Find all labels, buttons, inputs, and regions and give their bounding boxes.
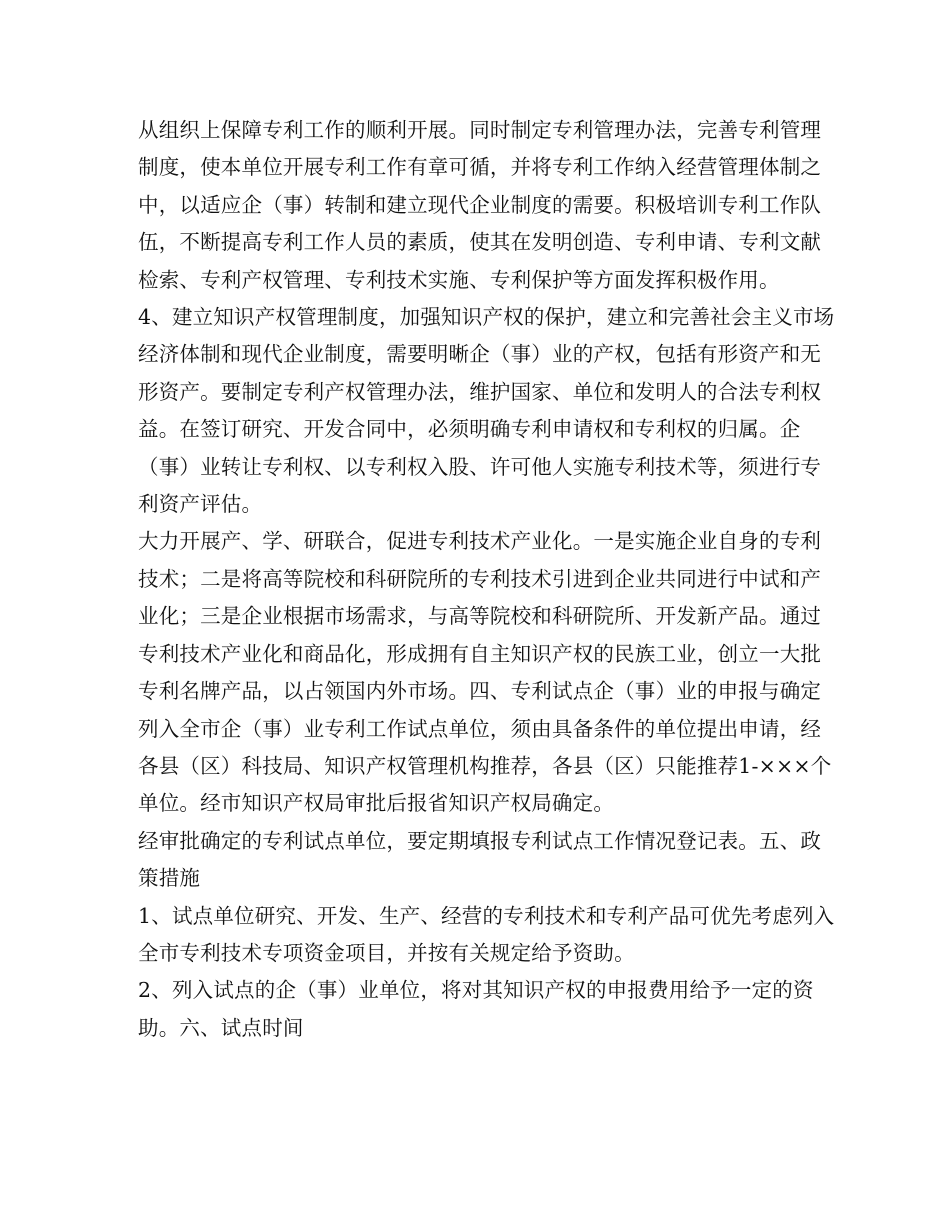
paragraph-2: 4、建立知识产权管理制度，加强知识产权的保护，建立和完善社会主义市场经济体制和现代企业制度，需要明晰企（事）业的产权，包括有形资产和无形资产。要制定专利产权管理办法，维护国家、单位和发明人的合法专利权益。在签订研究、开发合同中，必须明确专利申请权和专利权的归属。企（事）业转让专利权、以专利权入股、许可他人实施专利技术等，须进行专利资产评估。 xyxy=(138,305,835,517)
paragraph-7: 2、列入试点的企（事）业单位，将对其知识产权的申报费用给予一定的资助。六、试点时间 xyxy=(138,978,814,1040)
paragraph-3: 大力开展产、学、研联合，促进专利技术产业化。一是实施企业自身的专利技术；二是将高等院校和科研院所的专利技术引进到企业共同进行中试和产业化；三是企业根据市场需求，与高等院校和科研院所、开发新产品。通过专利技术产业化和商品化，形成拥有自主知识产权的民族工业，创立一大批专利名牌产品，以占领国内外市场。四、专利试点企（事）业的申报与确定 xyxy=(138,529,822,704)
paragraph-4: 列入全市企（事）业专利工作试点单位，须由具备条件的单位提出申请，经各县（区）科技局、知识产权管理机构推荐，各县（区）只能推荐1-×××个单位。经市知识产权局审批后报省知识产权局确定。 xyxy=(138,716,832,816)
paragraph-6: 1、试点单位研究、开发、生产、经营的专利技术和专利产品可优先考虑列入全市专利技术专项资金项目，并按有关规定给予资助。 xyxy=(138,903,835,965)
paragraph-5: 经审批确定的专利试点单位，要定期填报专利试点工作情况登记表。五、政策措施 xyxy=(138,828,822,891)
paragraph-1: 从组织上保障专利工作的顺利开展。同时制定专利管理办法，完善专利管理制度，使本单位开展专利工作有章可循，并将专利工作纳入经营管理体制之中，以适应企（事）转制和建立现代企业制度的需要。积极培训专利工作队伍，不断提高专利工作人员的素质，使其在发明创造、专利申请、专利文献检索、专利产权管理、专利技术实施、专利保护等方面发挥积极作用。 xyxy=(138,118,822,292)
document-body xyxy=(138,112,838,1047)
